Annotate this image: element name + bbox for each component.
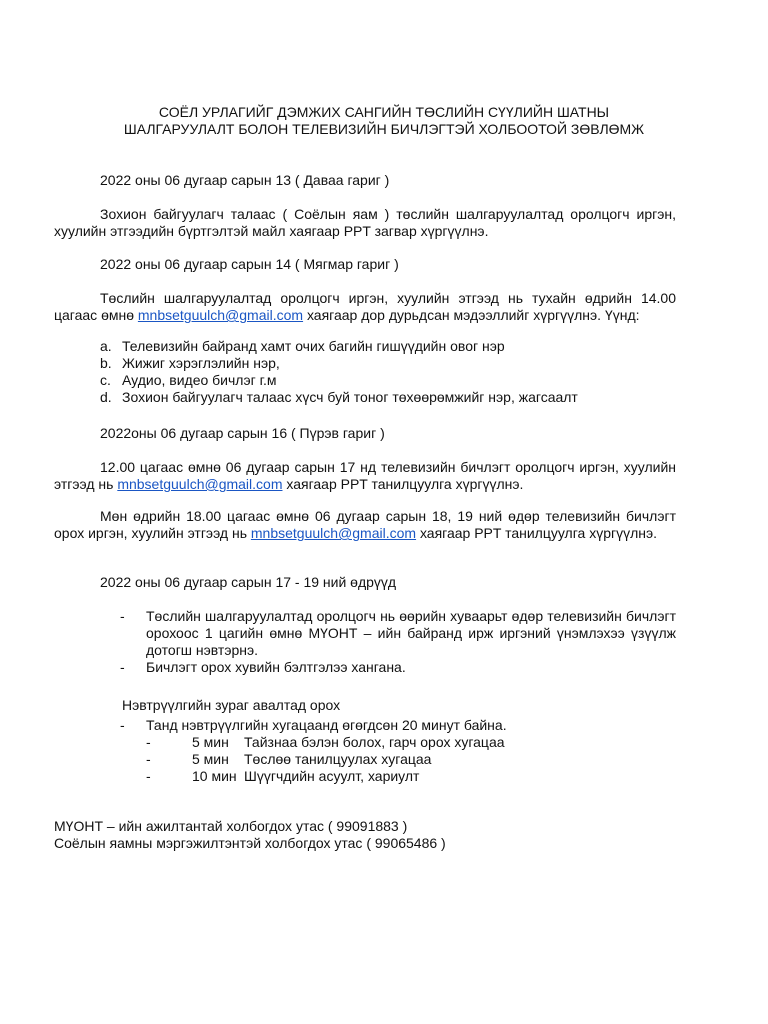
contact-mnb-phone: МҮОНТ – ийн ажилтантай холбогдох утас ( 99091883 ) [54,818,408,834]
email-link[interactable]: mnbsetguulch@gmail.com [117,476,283,492]
date-heading-3: 2022оны 06 дугаар сарын 16 ( Пүрэв гариг ) [100,425,385,441]
list-item-text: Танд нэвтрүүлгийн хугацаанд өгөгдсөн 20 минут байна. [146,717,507,733]
list-item [100,372,578,389]
schedule-duration: 10 мин [192,768,237,784]
paragraph-text: хаягаар дор дурьдсан мэдээллийг хүргүүлнэ. Үүнд: [303,307,640,323]
title-line-1: СОЁЛ УРЛАГИЙГ ДЭМЖИХ САНГИЙН ТӨСЛИЙН СҮҮЛИЙН ШАТНЫ [158,104,610,120]
list-marker: d. [100,389,112,405]
paragraph-ppt-template: Зохион байгуулагч талаас ( Соёлын яам ) төслийн шалгаруулалтад оролцогч иргэн, хуулийн этгээдийн бүртгэлтэй майл хаягаар PPT загвар хүргүүлнэ. [54,206,676,239]
paragraph-text: Төслийн шалгаруулалтад оролцогч иргэн, хуулийн этгээд нь тухайн өдрийн 14.00 цагаас өмнө [54,290,676,323]
email-link[interactable]: mnbsetguulch@gmail.com [137,307,304,323]
schedule-text: Тайзнаа бэлэн болох, гарч орох хугацаа [244,734,505,750]
document-title [54,104,714,138]
list-marker: - [146,751,151,767]
schedule-item [146,751,505,768]
schedule-text: Шүүгчдийн асуулт, хариулт [244,768,420,784]
list-item [120,659,676,676]
recording-rules-list [120,608,676,676]
schedule-duration: 5 мин [192,751,229,767]
subheading-filming: Нэвтрүүлгийн зураг авалтад орох [122,697,341,713]
list-item [100,389,578,406]
list-item-text: Жижиг хэрэглэлийн нэр, [122,355,280,371]
date-heading-4: 2022 оны 06 дугаар сарын 17 - 19 ний өдрүүд [100,574,397,590]
schedule-text: Төслөө танилцуулах хугацаа [244,751,432,767]
list-marker: - [146,734,151,750]
list-item [120,608,676,659]
list-marker: a. [100,338,112,354]
list-marker: - [120,717,125,733]
schedule-duration: 5 мин [192,734,229,750]
schedule-list [146,734,505,785]
list-marker: b. [100,355,112,371]
list-item-text: Бичлэгт орох хувийн бэлтгэлээ хангана. [146,659,406,675]
list-item-text: Аудио, видео бичлэг г.м [122,372,277,388]
schedule-item [146,734,505,751]
contact-ministry-phone: Соёлын яамны мэргэжилтэнтэй холбогдох утас ( 99065486 ) [54,835,446,851]
paragraph-text: хаягаар PPT танилцуулга хүргүүлнэ. [416,525,658,541]
required-info-list [100,338,578,406]
paragraph-evening-deadline [54,508,676,542]
list-item-text: Телевизийн байранд хамт очих багийн гишүүдийн овог нэр [122,338,505,354]
paragraph-text: Мөн өдрийн 18.00 цагаас өмнө 06 дугаар сарын 18, 19 ний өдөр телевизийн бичлэгт орох иргэн, хуулийн этгээд нь [54,508,676,541]
paragraph-text: хаягаар PPT танилцуулга хүргүүлнэ. [282,476,524,492]
list-item [100,355,578,372]
email-link[interactable]: mnbsetguulch@gmail.com [250,525,417,541]
paragraph-ppt-deadline [54,459,676,493]
list-marker: - [120,659,125,675]
list-item-text: Төслийн шалгаруулалтад оролцогч нь өөрийн хуваарьт өдөр телевизийн бичлэгт орохоос 1 цагийн өмнө МҮОНТ – ийн байранд ирж иргэний үнэмлэхээ үзүүлж дотогш нэвтэрнэ. [146,608,676,658]
date-heading-2: 2022 оны 06 дугаар сарын 14 ( Мягмар гариг ) [100,256,399,272]
date-heading-1: 2022 оны 06 дугаар сарын 13 ( Даваа гариг ) [100,172,390,188]
list-marker: c. [100,372,111,388]
list-marker: - [146,768,151,784]
paragraph-submit-info [54,290,676,324]
title-line-2: ШАЛГАРУУЛАЛТ БОЛОН ТЕЛЕВИЗИЙН БИЧЛЭГТЭЙ ХОЛБООТОЙ ЗӨВЛӨМЖ [123,121,645,137]
list-item [120,717,676,734]
list-marker: - [120,608,125,624]
time-note-list [120,717,676,734]
list-item [100,338,578,355]
list-item-text: Зохион байгуулагч талаас хүсч буй тоног төхөөрөмжийг нэр, жагсаалт [122,389,578,405]
schedule-item [146,768,505,785]
paragraph-text: 12.00 цагаас өмнө 06 дугаар сарын 17 нд телевизийн бичлэгт оролцогч иргэн, хуулийн этгээд нь [54,459,676,492]
